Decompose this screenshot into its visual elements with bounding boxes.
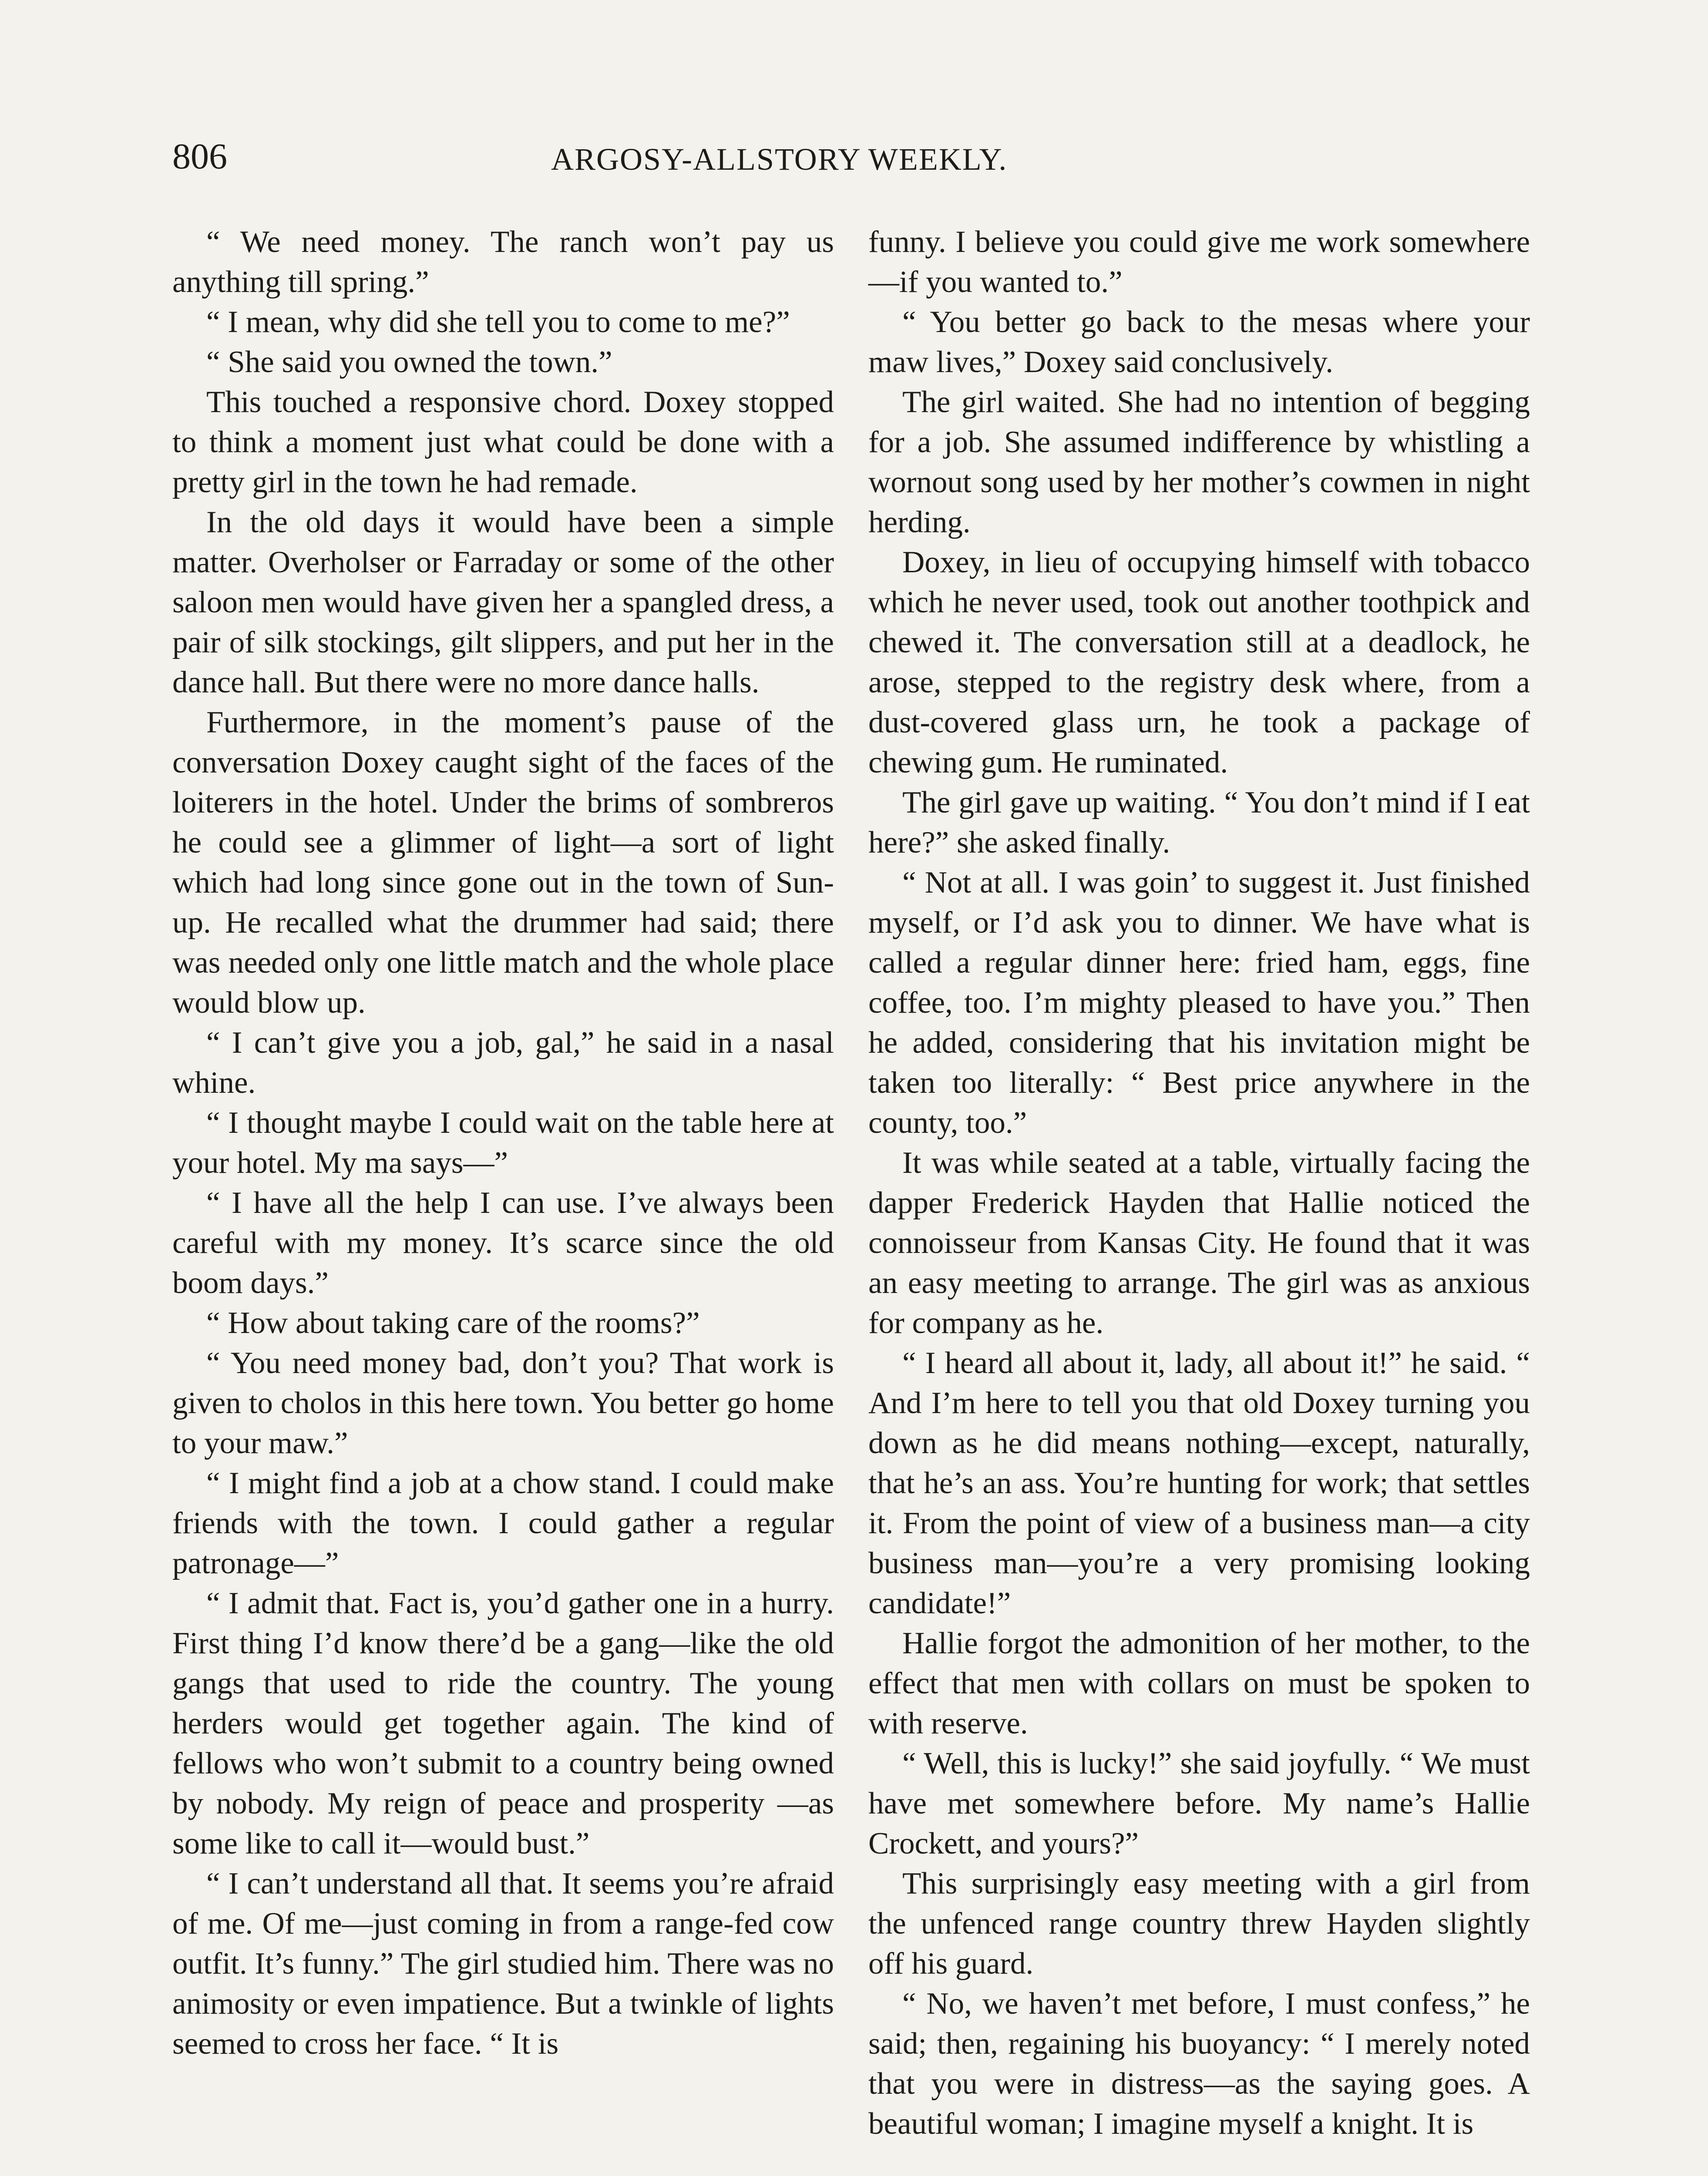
paragraph: “ You need money bad, don’t you? That work is given to cholos in this here town. You better go home to your maw.” [172, 1346, 834, 1460]
paragraph: “ I can’t give you a job, gal,” he said in a nasal whine. [172, 1026, 834, 1100]
paragraph: Doxey, in lieu of occupying himself with tobacco which he never used, took out another toothpick and chewed it. The conversation still at a deadlock, he arose, stepped to the registry desk where, from a dust-covered glass urn, he took a package of chewing gum. He ruminated. [868, 545, 1530, 779]
paragraph: In the old days it would have been a simple matter. Overholser or Farraday or some of the other saloon men would have given her a spangled dress, a pair of silk stockings, gilt slippers, and put her in the dance hall. But there were no more dance halls. [172, 505, 834, 699]
paragraph: “ I heard all about it, lady, all about it!” he said. “ And I’m here to tell you that old Doxey turning you down as he did means nothing—except, naturally, that he’s an ass. You’re hunting for work; that settles it. From the point of view of a business man—a city business man—you’re a very promising looking candidate!” [868, 1346, 1530, 1620]
paragraph: “ You better go back to the mesas where your maw lives,” Doxey said conclusively. [868, 305, 1530, 379]
paragraph: “ Not at all. I was goin’ to suggest it. Just finished myself, or I’d ask you to dinner. We have what is called a regular dinner here: fried ham, eggs, fine coffee, too. I’m mighty pleased to have you.” Then he added, considering that his invitation might be taken too literally: “ Best price anywhere in the county, too.” [868, 866, 1530, 1140]
paragraph: This touched a responsive chord. Doxey stopped to think a moment just what could be done with a pretty girl in the town he had remade. [172, 385, 834, 499]
paragraph: “ I thought maybe I could wait on the table here at your hotel. My ma says—” [172, 1106, 834, 1180]
running-head: ARGOSY-ALLSTORY WEEKLY. [551, 142, 1008, 177]
text-column-right [868, 222, 1530, 2144]
paragraph-continued: funny. I believe you could give me work somewhere—if you wanted to.” [868, 225, 1530, 299]
paragraph: Furthermore, in the moment’s pause of the conversation Doxey caught sight of the faces of the loiterers in the hotel. Under the brims of sombreros he could see a glimmer of light—a sort of light which had long since gone out in the town of Sun-up. He recalled what the drummer had said; there was needed only one little match and the whole place would blow up. [172, 705, 834, 1020]
paragraph: “ We need money. The ranch won’t pay us anything till spring.” [172, 225, 834, 299]
paragraph: It was while seated at a table, virtually facing the dapper Frederick Hayden that Hallie noticed the connoisseur from Kansas City. He found that it was an easy meeting to arrange. The girl was as anxious for company as he. [868, 1146, 1530, 1340]
paragraph: “ No, we haven’t met before, I must confess,” he said; then, regaining his buoyancy: “ I merely noted that you were in distress—as the saying goes. A beautiful woman; I imagine myself a knight. It is [868, 1987, 1530, 2141]
paragraph: “ I mean, why did she tell you to come to me?” [206, 305, 790, 339]
paragraph: “ I can’t understand all that. It seems you’re afraid of me. Of me—just coming in from a range-fed cow outfit. It’s funny.” The girl studied him. There was no animosity or even impatience. But a twinkle of lights seemed to cross her face. “ It is [172, 1867, 834, 2061]
page-number: 806 [172, 136, 227, 177]
paragraph: This surprisingly easy meeting with a girl from the unfenced range country threw Hayden slightly off his guard. [868, 1867, 1530, 1981]
paragraph: “ Well, this is lucky!” she said joyfully. “ We must have met somewhere before. My name’s Hallie Crockett, and yours?” [868, 1746, 1530, 1860]
text-column-left [172, 222, 834, 2064]
paragraph: The girl waited. She had no intention of begging for a job. She assumed indifference by whistling a wornout song used by her mother’s cowmen in night herding. [868, 385, 1530, 539]
paragraph: “ I admit that. Fact is, you’d gather one in a hurry. First thing I’d know there’d be a gang—like the old gangs that used to ride the country. The young herders would get together again. The kind of fellows who won’t submit to a country being owned by nobody. My reign of peace and prosperity —as some like to call it—would bust.” [172, 1586, 834, 1860]
paragraph: The girl gave up waiting. “ You don’t mind if I eat here?” she asked finally. [868, 786, 1530, 860]
paragraph: “ I might find a job at a chow stand. I could make friends with the town. I could gather a regular patronage—” [172, 1466, 834, 1580]
paragraph: “ How about taking care of the rooms?” [206, 1306, 700, 1340]
paragraph: “ I have all the help I can use. I’ve always been careful with my money. It’s scarce since the old boom days.” [172, 1186, 834, 1300]
paragraph: “ She said you owned the town.” [206, 345, 612, 379]
paragraph: Hallie forgot the admonition of her mother, to the effect that men with collars on must be spoken to with reserve. [868, 1626, 1530, 1740]
